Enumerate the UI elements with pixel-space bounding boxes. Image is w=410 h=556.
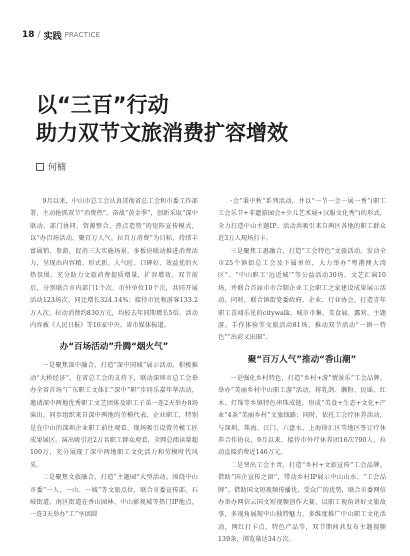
folio-separator: /: [37, 30, 41, 40]
article-title-line-2: 助力双节文旅消费扩容增效: [36, 121, 288, 145]
byline: [36, 160, 66, 173]
author-name: 何楠: [48, 163, 67, 173]
page-number: 18: [22, 30, 35, 40]
section-name: 实践: [43, 31, 62, 42]
body-paragraph: 三是聚焦工惠融合，打造“工会特色”文旅活动。发动全市25个镇街总工会及下属单位，大力举办“粤港澳大湾区”、“中山职工‘远近城’”等公益活动30场、文艺汇演10场，并联合首届市市合制企业工会职工之家建设成果展示活动。同时，联合镇街党委政府、企业、行业协会，打造青年职工喜闻乐见的citywalk、城市市集、美食展、露营、主题游、手作体验等文旅活动81场，推动双节活动“一镇一特色”“出彩又出圈”。: [218, 247, 386, 342]
body-paragraph: 一是强化乡村特色，打造“乡村+游”情景乐“工会品牌。举办“美丽乡村中山职工游”活动，将乳鸽、濑粉、民谣、红木、灯饰等乡镇特色串珠成链，形成“美食+生态+文化+产业”4条“美丽乡村”文旅线路；同时，依托工会疗休养活动，与深圳、珠海、江门、六盘水、上海徐汇区等地区签订疗休养合作协议，9月以来，接待市外疗休养团16次790人，拉动直接消费近146万元。: [218, 374, 386, 457]
body-paragraph: 二是聚焦文旅融合，打造“主题园”大型活动。围绕中山市委“一人、一山、一城”等文旅点位，联合市委宣传部、石岐街道、南区街道在香山园林、中山影视城等热门IP地点，一连3天举办“工”享团圆: [30, 474, 198, 519]
left-column: [30, 196, 198, 556]
article-title-line-1: 以“三百”行动: [36, 93, 169, 117]
body-paragraph: ·会”秉中秋”系列活动，并以“一节一会一展一秀”(职工工会乐节+非遗游园会+少儿艺术展+汉服文化秀”)的形式，全力打造中山主题IP。活动共吸引来自两区各地的职工群众近3万人现场打卡。: [218, 198, 386, 243]
section-heading-popularity: 聚“百万人气”推动“香山潮”: [247, 354, 357, 365]
body-paragraph: 二是突出工会主责，打造“乡村+文旅宣传”工会品牌。借助“国企宣传之窗”，带动乡村IP展示中山山水、“工会品牌”。借助国文短视频传播优，受众广的优势，联合市委网信办举办网信云国文短视频创作大赛，以职工视角讲好文旅故事，多视角展现中山独特魅力，多维度推广中山职工文化活动，网红打卡点、特色产品等，双节期间共发布主题视频139条，浏览量达34万次。: [218, 461, 386, 544]
body-paragraph: 9月以来，中山市总工会认真贯彻省总工会和市委工作部署，主动抢抓双节“消费热”，奋战“黄金季”，创新采取“深中联动、部门协同、资源整合、热点造势”的矩阵宣传模式，以“办百场活动、聚百万人气、拉百万消费”为目标，持续丰富展销、参游、促消三大实施场景，多板块联动推进消费活力，呈现出内容精、形式新、人气旺、口碑好、效益优的火热氛围。充分助力文旅消费提质增量，扩容增效。双节前后，分别联合市内部门1个次、市外单位10个次，共同开展活动123场次，同比增长324.14%；接待市民和游客133.2万人次，拉动消费约830万元，均较去年同期增长5倍，活动内容被《人民日报》等16家中央、省市媒体报道。: [30, 198, 198, 330]
byline-square-icon: [36, 163, 44, 171]
body-paragraph: 一是聚焦深中融合，打造“深中同城”展示活动。积极推动“大桥经济”，在省总工会的支持下，联动深圳市总工会举办全省首场“广东职工文体汇”深中“职”步同乐嘉年华活动，邀请深中两地优秀职工文艺团体及职工子弟一连2天举办8场演出，同步组织来自深中两地的劳模代表、企业职工，特别是在中山的深圳企业职工前往观看，现场吸引设置劳模工匠成果展区。演出吸引近2万名职工群众观看，全网总阅读量超100万，充分展现了深中两地职工文化活力和劳模时代风采。: [30, 362, 198, 469]
section-name-english: PRACTICE: [64, 31, 101, 39]
section-heading-activities: 办“百场活动”升腾“烟火气”: [59, 342, 169, 353]
page-folio: [22, 28, 100, 42]
right-column: [218, 196, 386, 556]
